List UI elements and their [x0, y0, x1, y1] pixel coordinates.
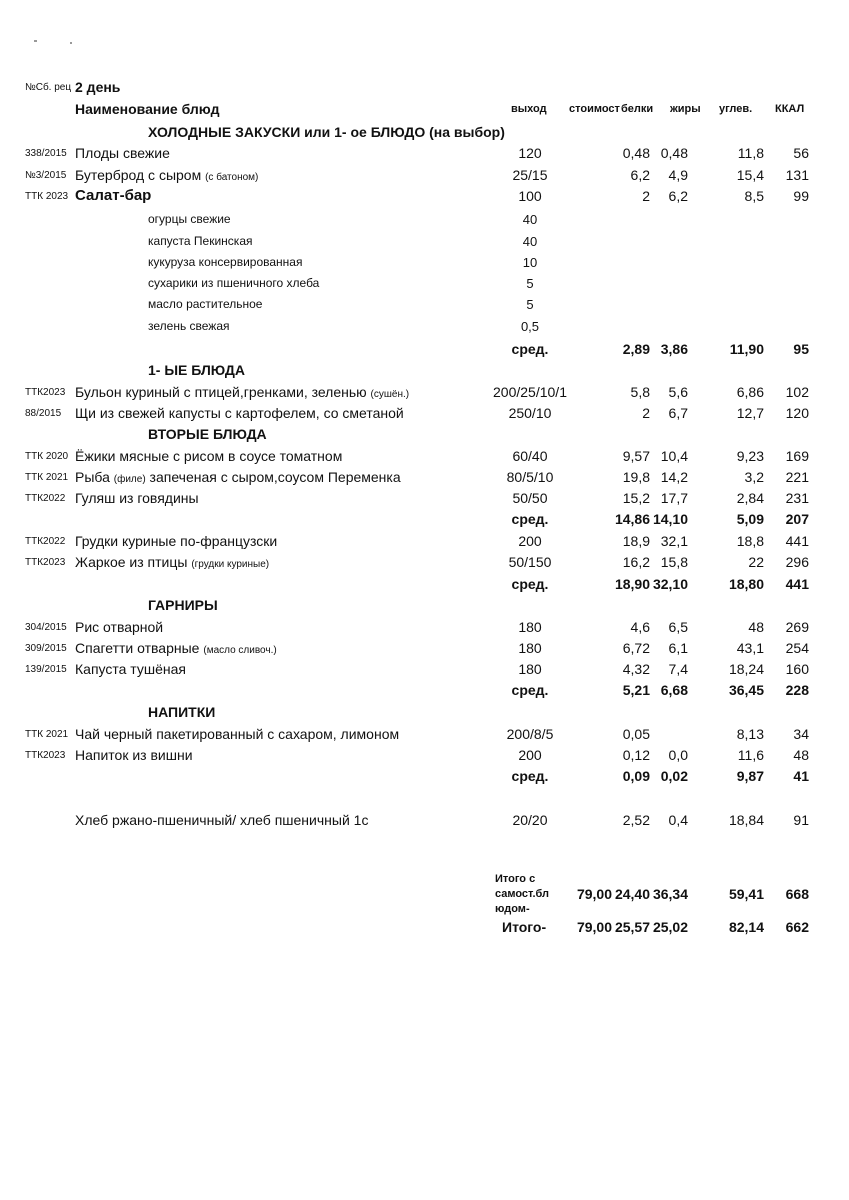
kcal: 269	[785, 619, 809, 635]
kcal: 34	[793, 726, 809, 742]
recipe-code: ТТК2022	[25, 536, 66, 547]
fat: 3,86	[660, 341, 688, 357]
kcal: 296	[785, 554, 809, 570]
protein: 5,8	[630, 384, 650, 400]
scan-speck	[70, 42, 72, 44]
dish-name: Капуста тушёная	[75, 661, 186, 677]
protein: 6,2	[630, 167, 650, 183]
kcal: 169	[785, 448, 809, 464]
fat: 0,0	[668, 747, 688, 763]
kcal: 441	[785, 533, 809, 549]
protein: 19,8	[622, 469, 650, 485]
fat: 6,1	[668, 640, 688, 656]
protein: 9,57	[622, 448, 650, 464]
carbs: 18,84	[728, 812, 764, 828]
ingredient-name: огурцы свежие	[148, 212, 231, 226]
recipe-code: ТТК 2023	[25, 191, 69, 202]
output: 60/40	[512, 448, 548, 464]
ingredient-output: 40	[522, 234, 538, 249]
dish-name-text: Жаркое из птицы	[75, 554, 188, 570]
dish-name-text: Бульон куриный с птицей,гренками, зеленью	[75, 384, 367, 400]
carbs: 9,23	[736, 448, 764, 464]
kcal: 95	[793, 341, 809, 357]
column-header-name: Наименование блюд	[75, 101, 220, 117]
output: 180	[518, 619, 542, 635]
recipe-code: ТТК2023	[25, 387, 66, 398]
recipe-code: 304/2015	[25, 622, 67, 633]
output: 200	[518, 533, 542, 549]
ingredient-output: 5	[526, 276, 534, 291]
reg-label: №Сб. рец	[25, 82, 72, 93]
section-first-courses: 1- ЫЕ БЛЮДА	[148, 362, 245, 378]
recipe-code: ТТК2023	[25, 557, 66, 568]
dish-name: Хлеб ржано-пшеничный/ хлеб пшеничный 1с	[75, 812, 369, 828]
protein: 6,72	[622, 640, 650, 656]
carbs: 43,1	[736, 640, 764, 656]
table-row	[0, 405, 849, 425]
column-header-carbs: углев.	[719, 103, 753, 115]
protein: 0,12	[622, 747, 650, 763]
column-header-fat: жиры	[670, 103, 701, 115]
fat: 0,48	[660, 145, 688, 161]
dish-name: Чай черный пакетированный с сахаром, лимоном	[75, 726, 400, 742]
fat: 15,8	[660, 554, 688, 570]
protein: 2,89	[622, 341, 650, 357]
total-label-line: юдом-	[495, 903, 530, 915]
table-row	[0, 448, 849, 468]
output: 20/20	[512, 812, 548, 828]
fat: 32,1	[660, 533, 688, 549]
dish-name: Плоды свежие	[75, 145, 170, 161]
average-label: сред.	[511, 511, 549, 527]
salad-ingredient-row	[0, 234, 849, 254]
output: 50/50	[512, 490, 548, 506]
ingredient-name: сухарики из пшеничного хлеба	[148, 276, 320, 290]
fat: 17,7	[660, 490, 688, 506]
carbs: 82,14	[728, 919, 764, 935]
fat: 0,02	[660, 768, 688, 784]
dish-name: Щи из свежей капусты с картофелем, со сметаной	[75, 405, 404, 421]
output: 25/15	[512, 167, 548, 183]
protein: 25,57	[614, 919, 650, 935]
fat: 4,9	[668, 167, 688, 183]
carbs: 15,4	[736, 167, 764, 183]
ingredient-name: кукуруза консервированная	[148, 255, 303, 269]
kcal: 48	[793, 747, 809, 763]
protein: 18,90	[614, 576, 650, 592]
cost: 79,00	[576, 919, 612, 935]
recipe-code: ТТК 2020	[25, 451, 69, 462]
dish-name: Ёжики мясные с рисом в соусе томатном	[75, 448, 343, 464]
table-row	[0, 469, 849, 489]
fat: 14,10	[652, 511, 688, 527]
output: 50/150	[508, 554, 552, 570]
table-row	[0, 188, 849, 208]
section-drinks: НАПИТКИ	[148, 704, 216, 720]
ingredient-output: 0,5	[520, 319, 540, 334]
output: 200	[518, 747, 542, 763]
dish-name-text: запеченая с сыром,соусом Переменка	[149, 469, 401, 485]
dish-name: Гуляш из говядины	[75, 490, 199, 506]
carbs: 5,09	[736, 511, 764, 527]
dish-name: Напиток из вишни	[75, 747, 193, 763]
ingredient-name: капуста Пекинская	[148, 234, 253, 248]
output: 80/5/10	[506, 469, 554, 485]
dish-name	[75, 640, 277, 656]
dish-note: (масло сливоч.)	[203, 645, 277, 656]
protein: 14,86	[614, 511, 650, 527]
carbs: 59,41	[728, 886, 764, 902]
dish-name	[75, 554, 269, 570]
total-label-line: Итого с	[495, 873, 536, 885]
ingredient-output: 5	[526, 297, 534, 312]
average-label: сред.	[511, 576, 549, 592]
table-row	[0, 747, 849, 767]
bread-row	[0, 812, 849, 832]
protein: 0,48	[622, 145, 650, 161]
fat: 25,02	[652, 919, 688, 935]
dish-name-text: Рыба	[75, 469, 110, 485]
day-title: 2 день	[75, 79, 121, 95]
fat: 6,5	[668, 619, 688, 635]
kcal: 102	[785, 384, 809, 400]
output: 250/10	[508, 405, 552, 421]
ingredient-name: зелень свежая	[148, 319, 230, 333]
table-row	[0, 490, 849, 510]
fat: 36,34	[652, 886, 688, 902]
output: 180	[518, 640, 542, 656]
average-label: сред.	[511, 768, 549, 784]
table-row	[0, 619, 849, 639]
kcal: 228	[785, 682, 809, 698]
protein: 5,21	[622, 682, 650, 698]
carbs: 6,86	[736, 384, 764, 400]
fat: 6,7	[668, 405, 688, 421]
kcal: 41	[793, 768, 809, 784]
average-row	[0, 511, 849, 531]
dish-note: (филе)	[113, 474, 146, 485]
average-row	[0, 682, 849, 702]
recipe-code: 338/2015	[25, 148, 67, 159]
dish-name-text: Бутерброд с сыром	[75, 167, 202, 183]
recipe-code: №3/2015	[25, 170, 67, 181]
carbs: 2,84	[736, 490, 764, 506]
protein: 0,09	[622, 768, 650, 784]
carbs: 3,2	[744, 469, 764, 485]
kcal: 99	[793, 188, 809, 204]
recipe-code: 309/2015	[25, 643, 67, 654]
protein: 15,2	[622, 490, 650, 506]
carbs: 11,90	[729, 341, 764, 357]
fat: 0,4	[668, 812, 688, 828]
fat: 32,10	[652, 576, 688, 592]
fat: 6,68	[660, 682, 688, 698]
ingredient-output: 10	[522, 255, 538, 270]
recipe-code: ТТК 2021	[25, 729, 69, 740]
column-header-cost: стоимост	[569, 103, 620, 115]
average-label: сред.	[511, 682, 549, 698]
protein: 2	[642, 405, 650, 421]
kcal: 131	[785, 167, 809, 183]
output: 120	[518, 145, 542, 161]
salad-ingredient-row	[0, 276, 849, 296]
ingredient-output: 40	[522, 212, 538, 227]
table-row	[0, 167, 849, 187]
fat: 7,4	[668, 661, 688, 677]
dish-name-text: Спагетти отварные	[75, 640, 200, 656]
carbs: 22	[748, 554, 764, 570]
table-row	[0, 533, 849, 553]
total-label: Итого-	[502, 919, 547, 935]
kcal: 56	[793, 145, 809, 161]
salad-ingredient-row	[0, 255, 849, 275]
salad-ingredient-row	[0, 297, 849, 317]
recipe-code: ТТК2022	[25, 493, 66, 504]
protein: 2,52	[622, 812, 650, 828]
section-cold-snacks: ХОЛОДНЫЕ ЗАКУСКИ или 1- ое БЛЮДО (на выбор)	[148, 124, 505, 140]
fat: 6,2	[668, 188, 688, 204]
average-row	[0, 341, 849, 361]
dish-name: Салат-бар	[75, 187, 152, 204]
kcal: 231	[785, 490, 809, 506]
average-row	[0, 768, 849, 788]
carbs: 48	[748, 619, 764, 635]
kcal: 207	[785, 511, 809, 527]
carbs: 18,8	[736, 533, 764, 549]
recipe-code: ТТК 2021	[25, 472, 69, 483]
kcal: 91	[793, 812, 809, 828]
protein: 0,05	[622, 726, 650, 742]
carbs: 11,8	[737, 145, 764, 161]
section-side-dishes: ГАРНИРЫ	[148, 597, 218, 613]
recipe-code: 139/2015	[25, 664, 67, 675]
kcal: 120	[785, 405, 809, 421]
output: 180	[518, 661, 542, 677]
carbs: 36,45	[728, 682, 764, 698]
column-header-output: выход	[511, 103, 547, 115]
fat: 14,2	[660, 469, 688, 485]
dish-name	[75, 469, 401, 485]
kcal: 160	[785, 661, 809, 677]
output: 200/8/5	[506, 726, 554, 742]
dish-note: (с батоном)	[205, 172, 259, 183]
carbs: 8,13	[736, 726, 764, 742]
average-label: сред.	[511, 341, 549, 357]
kcal: 668	[785, 886, 809, 902]
fat: 5,6	[668, 384, 688, 400]
kcal: 662	[785, 919, 809, 935]
carbs: 9,87	[736, 768, 764, 784]
salad-ingredient-row	[0, 319, 849, 339]
table-row	[0, 640, 849, 660]
total-row	[0, 919, 849, 939]
carbs: 11,6	[737, 747, 764, 763]
dish-name	[75, 167, 258, 183]
carbs: 8,5	[744, 188, 764, 204]
carbs: 12,7	[736, 405, 764, 421]
total-label-line: самост.бл	[495, 888, 550, 900]
salad-ingredient-row	[0, 212, 849, 232]
recipe-code: ТТК2023	[25, 750, 66, 761]
average-row	[0, 576, 849, 596]
protein: 2	[642, 188, 650, 204]
dish-note: (сушён.)	[370, 389, 410, 400]
protein: 4,32	[622, 661, 650, 677]
ingredient-name: масло растительное	[148, 297, 263, 311]
output: 100	[518, 188, 542, 204]
scan-speck	[34, 40, 37, 42]
protein: 18,9	[622, 533, 650, 549]
recipe-code: 88/2015	[25, 408, 62, 419]
column-header-protein: белки	[621, 103, 654, 115]
carbs: 18,24	[728, 661, 764, 677]
kcal: 221	[785, 469, 809, 485]
dish-name: Рис отварной	[75, 619, 164, 635]
dish-name: Грудки куриные по-французски	[75, 533, 278, 549]
total-row-with-own	[0, 886, 849, 906]
dish-note: (грудки куриные)	[191, 559, 270, 570]
cost: 79,00	[576, 886, 612, 902]
column-header-kcal: ККАЛ	[775, 103, 805, 115]
fat: 10,4	[660, 448, 688, 464]
protein: 24,40	[614, 886, 650, 902]
protein: 4,6	[630, 619, 650, 635]
section-second-courses: ВТОРЫЕ БЛЮДА	[148, 426, 267, 442]
table-row	[0, 145, 849, 165]
protein: 16,2	[622, 554, 650, 570]
carbs: 18,80	[728, 576, 764, 592]
kcal: 254	[785, 640, 809, 656]
table-row	[0, 726, 849, 746]
table-row	[0, 554, 849, 574]
kcal: 441	[785, 576, 809, 592]
table-row	[0, 661, 849, 681]
output: 200/25/10/1	[493, 384, 567, 400]
dish-name	[75, 384, 409, 400]
table-row	[0, 384, 849, 404]
